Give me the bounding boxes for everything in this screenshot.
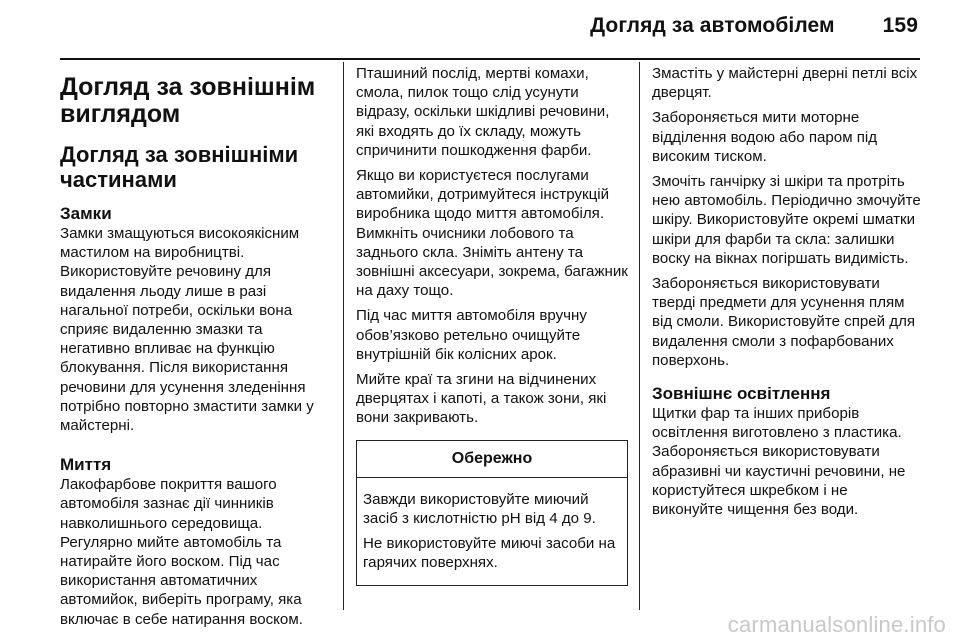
lighting-heading: Зовнішнє освітлення xyxy=(652,384,831,404)
column-divider-2 xyxy=(639,62,640,610)
locks-heading: Замки xyxy=(60,204,112,223)
paragraph: Мийте краї та згини на відчинених дверцятах і капоті, а також зони, які вони закривають. xyxy=(356,371,607,427)
paragraph: Змочіть ганчірку зі шкіри та протріть нею автомобіль. Періодично змочуйте шкіру. Використовуйте окремі шматки шкіри для фарби та скла: залишки воску на вікнах погіршать видимість. xyxy=(652,173,921,267)
column-3 xyxy=(652,64,922,525)
watermark: carmanualsonline.info xyxy=(727,612,946,637)
column-divider-1 xyxy=(343,62,344,610)
paragraph: Забороняється мити моторне відділення водою або паром під високим тиском. xyxy=(652,109,878,165)
paragraph: Забороняється використовувати тверді предмети для усунення плям від смоли. Використовуйте спрей для видалення смоли з пофарбованих поверхонь. xyxy=(652,275,916,369)
column-2 xyxy=(356,64,628,586)
paragraph: Пташиний послід, мертві комахи, смола, пилок тощо слід усунути відразу, оскільки шкідливі речовини, які входять до їх складу, можуть спричинити пошкодження фарби. xyxy=(356,65,610,159)
caution-title: Обережно xyxy=(357,441,627,478)
column-1 xyxy=(60,62,336,635)
locks-text: Замки змащуються високоякісним мастилом на виробництві. Використовуйте речовину для видалення льоду лише в разі нагальної потреби, оскільки вона сприяє видаленню змазки та негативно впливає на функцію блокування. Після використання речовини для усунення зледеніння потрібно повторно змастити замки у майстерні. xyxy=(60,225,314,435)
running-header xyxy=(0,14,918,38)
header-title: Догляд за автомобілем xyxy=(590,14,835,37)
paragraph: Змастіть у майстерні дверні петлі всіх дверцят. xyxy=(652,65,918,102)
paragraph: Під час миття автомобіля вручну обов’язково ретельно очищуйте внутрішній бік колісних арок. xyxy=(356,307,587,363)
page-number: 159 xyxy=(882,14,918,37)
washing-text: Лакофарбове покриття вашого автомобіля зазнає дії чинників навколишнього середовища. Регулярно мийте автомобіль та натирайте його воском. Під час використання автоматичних автомийок, виберіть програму, яка включає в себе натирання воском. xyxy=(60,476,303,628)
section-title: Догляд за зовнішніми частинами xyxy=(60,142,299,192)
washing-heading: Миття xyxy=(60,455,112,475)
chapter-title: Догляд за зовнішнім виглядом xyxy=(60,73,316,128)
caution-text: Завжди використовуйте миючий засіб з кислотністю pH від 4 до 9. xyxy=(363,490,596,528)
lighting-text: Щитки фар та інших приборів освітлення виготовлено з пластика. Забороняється використовувати абразивні чи каустичні речовини, не користуйтеся шкребком і не виконуйте чищення без води. xyxy=(652,405,906,519)
caution-body xyxy=(357,478,627,585)
caution-text: Не використовуйте миючі засоби на гарячих поверхнях. xyxy=(363,535,616,572)
header-rule xyxy=(60,58,920,60)
paragraph: Якщо ви користуєтеся послугами автомийки, дотримуйтеся інструкцій виробника щодо миття автомобіля. Вимкніть очисники лобового та заднього скла. Зніміть антену та зовнішні аксесуари, зокрема, багажник на даху тощо. xyxy=(356,167,628,300)
caution-box xyxy=(356,440,628,586)
